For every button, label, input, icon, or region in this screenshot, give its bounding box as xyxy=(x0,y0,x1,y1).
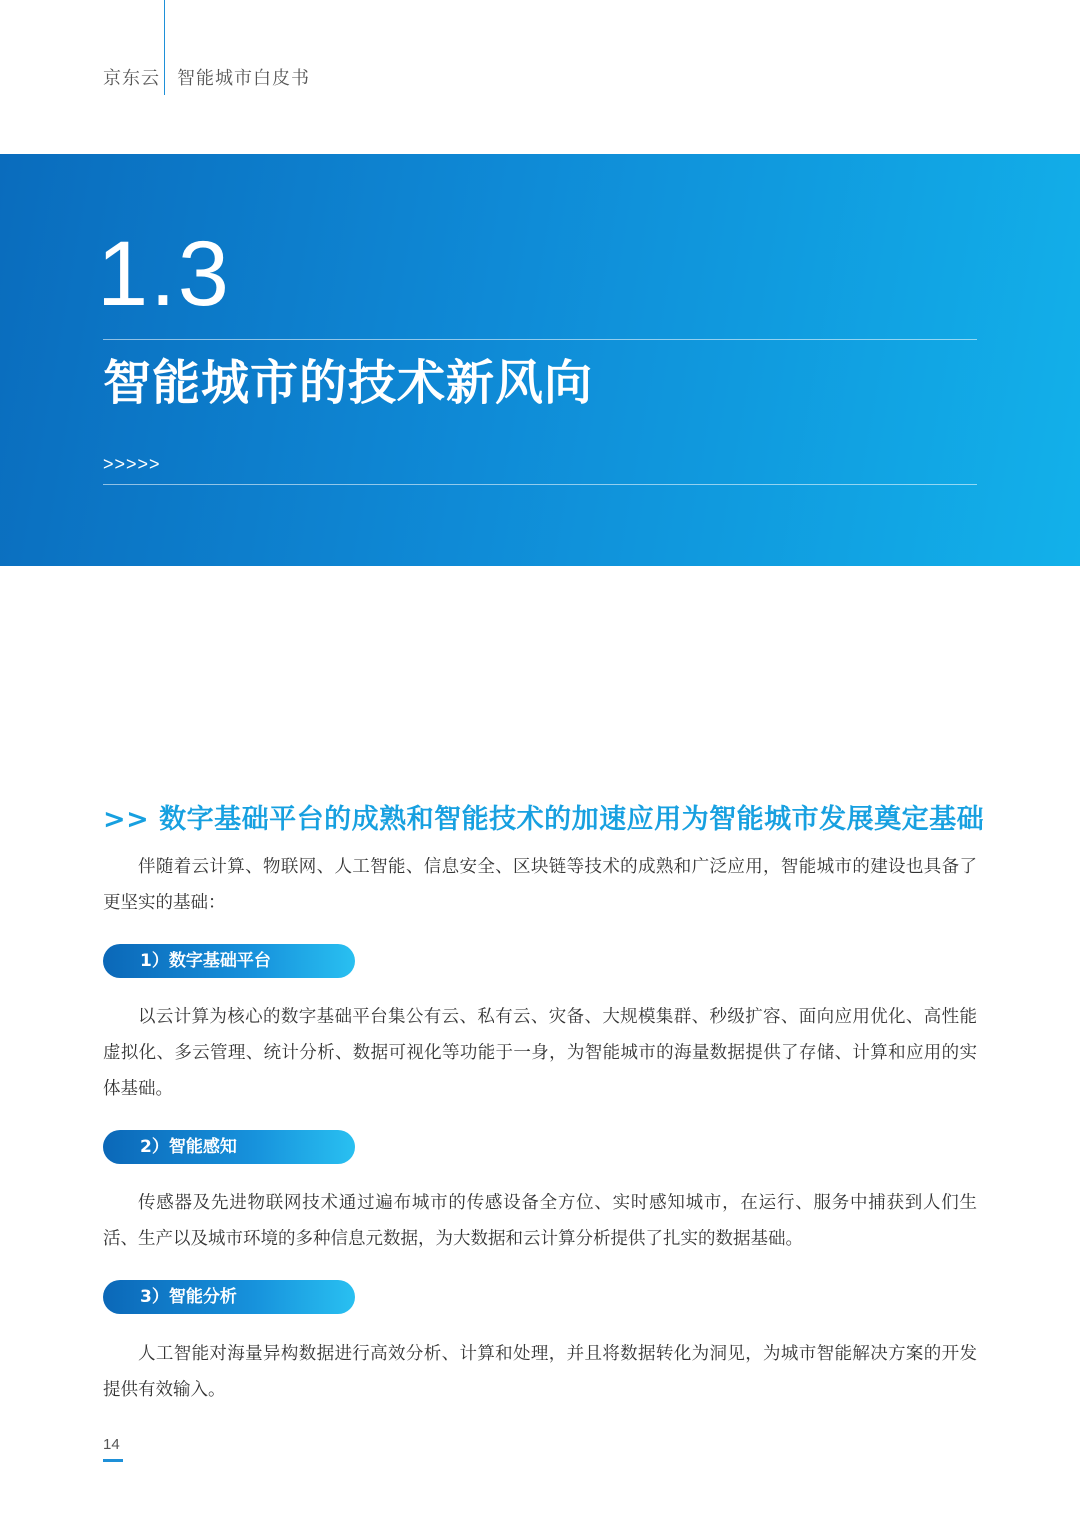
item-text-analysis: 人工智能对海量异构数据进行高效分析、计算和处理，并且将数据转化为洞见，为城市智能解决方案的开发提供有效输入。 xyxy=(103,1344,977,1400)
item-label-perception: 2）智能感知 xyxy=(103,1130,355,1164)
section-heading: >> 数字基础平台的成熟和智能技术的加速应用为智能城市发展奠定基础 xyxy=(103,804,985,835)
page-number-underline xyxy=(103,1459,123,1462)
item-label-platform: 1）数字基础平台 xyxy=(103,944,355,978)
page-number: 14 xyxy=(103,1436,120,1453)
item-text-perception: 传感器及先进物联网技术通过遍布城市的传感设备全方位、实时感知城市，在运行、服务中捕获到人们生活、生产以及城市环境的多种信息元数据，为大数据和云计算分析提供了扎实的数据基础。 xyxy=(103,1193,977,1249)
item-label-analysis: 3）智能分析 xyxy=(103,1280,355,1314)
banner-rule-bottom xyxy=(103,484,977,485)
chapter-title: 智能城市的技术新风向 xyxy=(103,355,594,411)
running-header xyxy=(103,64,310,90)
chevron-marker: >>>>> xyxy=(103,454,161,474)
item-text-platform: 以云计算为核心的数字基础平台集公有云、私有云、灾备、大规模集群、秒级扩容、面向应用优化、高性能虚拟化、多云管理、统计分析、数据可视化等功能于一身，为智能城市的海量数据提供了存储、计算和应用的实体基础。 xyxy=(103,1007,977,1099)
brand-name: 京东云 xyxy=(103,68,160,89)
intro-paragraph: 伴随着云计算、物联网、人工智能、信息安全、区块链等技术的成熟和广泛应用，智能城市的建设也具备了更坚实的基础： xyxy=(103,857,977,913)
chapter-number: 1.3 xyxy=(97,223,231,325)
document-title: 智能城市白皮书 xyxy=(177,68,310,89)
banner-rule-top xyxy=(103,339,977,340)
